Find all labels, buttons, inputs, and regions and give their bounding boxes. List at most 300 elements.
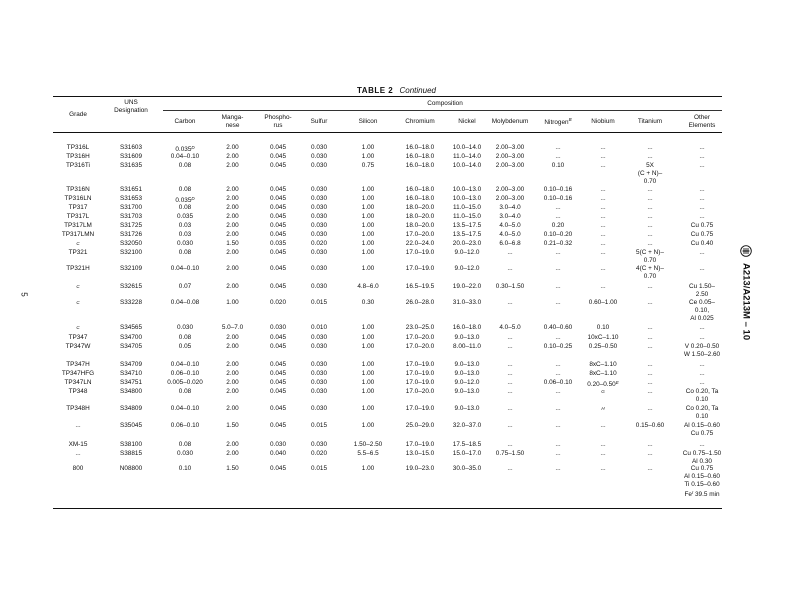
cell-uns: S31635 [119,162,143,169]
cell-titanium: ... [647,405,653,412]
cell-grade: TP321 [68,249,88,256]
cell-sulfur: 0.030 [311,213,327,220]
cell-phosphorus: 0.045 [270,204,286,211]
header-carbon: Carbon [174,118,196,125]
table-row [0,324,793,333]
cell-chromium: 18.0–20.0 [405,213,435,220]
cell-chromium: 16.0–18.0 [405,162,435,169]
table-row [0,204,793,213]
cell-nitrogen: 0.21–0.32 [543,240,573,247]
cell-niobium: ... [600,450,606,457]
cell-carbon: 0.08 [178,249,192,256]
cell-nitrogen: ... [555,249,561,256]
cell-niobium: H [601,406,605,411]
cell-sulfur: 0.030 [311,370,327,377]
cell-chromium: 22.0–24.0 [405,240,435,247]
cell-phosphorus: 0.045 [270,283,286,290]
cell-chromium: 16.0–18.0 [405,153,435,160]
cell-grade: XM-15 [68,441,88,448]
cell-sulfur: 0.020 [311,240,327,247]
cell-silicon: 0.75 [361,162,375,169]
cell-nitrogen: ... [555,144,561,151]
cell-molybdenum: ... [507,370,513,377]
cell-carbon: 0.08 [178,441,192,448]
cell-molybdenum: 3.0–4.0 [499,213,521,220]
cell-carbon: 0.10 [178,465,192,472]
cell-phosphorus: 0.045 [270,153,286,160]
cell-silicon: 1.00 [361,153,375,160]
table-row [0,213,793,222]
cell-titanium: 4(C + N)– 0.70 [636,265,664,280]
cell-phosphorus: 0.045 [270,213,286,220]
table-row [0,465,793,498]
cell-molybdenum: ... [507,405,513,412]
cell-silicon: 1.00 [361,186,375,193]
cell-chromium: 26.0–28.0 [405,299,435,306]
table-row [0,231,793,240]
cell-niobium: 10xC–1.10 [587,334,619,341]
cell-carbon: 0.06–0.10 [170,370,200,377]
cell-carbon: 0.04–0.08 [170,299,200,306]
cell-niobium: ... [600,283,606,290]
cell-nickel: 10.0–13.0 [452,195,482,202]
cell-sulfur: 0.030 [311,144,327,151]
cell-niobium: ... [600,422,606,429]
cell-niobium: ... [600,186,606,193]
table-row [0,195,793,204]
cell-titanium: ... [647,379,653,386]
cell-manganese: 1.50 [226,465,239,472]
cell-other-elements: ... [699,361,705,368]
cell-carbon: 0.03 [178,231,192,238]
cell-manganese: 2.00 [226,283,239,290]
cell-sulfur: 0.030 [311,153,327,160]
cell-niobium: ... [600,265,606,272]
cell-grade: TP348 [68,388,88,395]
cell-nitrogen: ... [555,422,561,429]
cell-niobium: ... [600,222,606,229]
cell-titanium: ... [647,186,653,193]
cell-uns: S31700 [119,204,143,211]
cell-phosphorus: 0.035 [270,240,286,247]
cell-carbon: 0.05 [178,343,192,350]
table-row [0,343,793,358]
table-title [0,86,793,95]
cell-nitrogen: ... [555,153,561,160]
cell-phosphorus: 0.045 [270,334,286,341]
cell-uns: S31703 [119,213,143,220]
cell-molybdenum: 4.0–5.0 [499,324,521,331]
header-niobium: Niobium [591,118,615,125]
cell-phosphorus: 0.020 [270,299,286,306]
cell-chromium: 23.0–25.0 [405,324,435,331]
table-row [0,405,793,420]
cell-titanium: ... [647,144,653,151]
cell-manganese: 5.0–7.0 [221,324,244,331]
cell-nickel: 9.0–12.0 [454,249,480,256]
cell-molybdenum: ... [507,265,513,272]
cell-niobium: 0.10 [596,324,610,331]
table-row [0,249,793,264]
cell-niobium: G [601,389,605,394]
cell-nickel: 17.5–18.5 [452,441,482,448]
cell-nickel: 10.0–14.0 [452,162,482,169]
cell-other-elements: Ce 0.05– 0.10, Al 0.025 [689,299,715,322]
cell-manganese: 2.00 [226,450,239,457]
table-row [0,299,793,322]
cell-nitrogen: ... [555,405,561,412]
cell-carbon: 0.08 [178,388,192,395]
cell-grade: TP316LN [64,195,92,202]
header-grade: Grade [69,111,87,118]
cell-titanium: ... [647,334,653,341]
cell-nickel: 11.0–15.0 [453,204,481,211]
cell-silicon: 1.00 [361,204,375,211]
cell-carbon: 0.005–0.020 [167,379,203,386]
standard-designation: A213/A213M – 10 [740,245,752,340]
cell-nickel: 10.0–14.0 [452,144,482,151]
cell-phosphorus: 0.045 [270,361,286,368]
cell-titanium: ... [647,204,653,211]
cell-carbon: 0.08 [178,204,192,211]
cell-silicon: 1.00 [361,144,375,151]
cell-niobium: ... [600,249,606,256]
cell-manganese: 2.00 [226,379,239,386]
cell-manganese: 1.50 [226,240,239,247]
cell-chromium: 16.0–18.0 [405,144,435,151]
cell-manganese: 2.00 [226,231,239,238]
cell-molybdenum: ... [507,299,513,306]
cell-titanium: ... [647,361,653,368]
table-row [0,162,793,185]
table-row [0,144,793,153]
cell-nickel: 31.0–33.0 [452,299,482,306]
cell-molybdenum: 4.0–5.0 [499,222,521,229]
cell-other-elements: ... [699,162,705,169]
cell-sulfur: 0.010 [311,324,327,331]
cell-silicon: 1.00 [361,324,375,331]
cell-nickel: 9.0–13.0 [454,388,480,395]
cell-titanium: ... [647,441,653,448]
cell-uns: S31651 [119,186,143,193]
cell-chromium: 17.0–19.0 [405,405,435,412]
cell-nitrogen: ... [555,265,561,272]
cell-niobium: ... [600,441,606,448]
cell-silicon: 1.00 [361,405,375,412]
cell-other-elements: ... [699,370,705,377]
cell-sulfur: 0.030 [311,441,327,448]
cell-nitrogen: 0.10–0.16 [543,186,573,193]
cell-other-elements: ... [699,265,705,272]
cell-uns: S31725 [119,222,143,229]
cell-grade: TP316H [66,153,90,160]
astm-logo-icon [740,245,752,257]
cell-nitrogen: ... [555,283,561,290]
cell-uns: S32100 [119,249,143,256]
cell-other-elements: ... [699,379,705,386]
table-label: TABLE 2 [357,86,394,95]
cell-sulfur: 0.030 [311,388,327,395]
cell-nitrogen: 0.20 [551,222,565,229]
cell-manganese: 2.00 [226,186,239,193]
cell-uns: S32615 [119,283,143,290]
cell-carbon: 0.08 [178,186,192,193]
cell-silicon: 1.00 [361,361,375,368]
cell-silicon: 1.00 [361,388,375,395]
cell-molybdenum: ... [507,334,513,341]
cell-grade: TP347LN [64,379,92,386]
cell-silicon: 1.00 [361,249,375,256]
cell-titanium: ... [647,370,653,377]
cell-nitrogen: 0.06–0.10 [543,379,573,386]
cell-grade: C [76,241,80,246]
cell-other-elements: Cu 0.40 [690,240,714,247]
header-other-elements: Other Elements [688,114,716,129]
cell-sulfur: 0.030 [311,231,327,238]
cell-uns: S38100 [119,441,143,448]
table-row [0,379,793,388]
cell-nitrogen: 0.40–0.60 [543,324,573,331]
header-molybdenum: Molybdenum [491,118,529,125]
cell-niobium: ... [600,153,606,160]
cell-titanium: ... [647,231,653,238]
table-row [0,370,793,379]
cell-carbon: 0.035 [177,213,193,220]
cell-niobium: $0.20-0.50^E$ [587,380,619,388]
cell-nitrogen: 0.10–0.20 [543,231,573,238]
cell-uns: S31726 [119,231,143,238]
cell-phosphorus: 0.045 [270,370,286,377]
cell-carbon: 0.04–0.10 [170,153,200,160]
cell-silicon: 0.30 [361,299,375,306]
table-row [0,283,793,298]
cell-manganese: 2.00 [226,388,239,395]
cell-manganese: 2.00 [226,195,239,202]
header-silicon: Silicon [358,118,378,125]
cell-sulfur: 0.030 [311,162,327,169]
table-row [0,265,793,280]
cell-molybdenum: ... [507,249,513,256]
cell-phosphorus: 0.045 [270,222,286,229]
cell-nickel: 32.0–37.0 [452,422,482,429]
cell-uns: S38815 [119,450,143,457]
cell-silicon: 1.00 [361,334,375,341]
cell-grade: ... [75,450,81,457]
cell-other-elements: Cu 0.75–1.50 Al 0.30 [682,450,722,465]
header-rule [53,132,722,133]
cell-chromium: 13.0–15.0 [405,450,435,457]
cell-phosphorus: 0.045 [270,249,286,256]
cell-manganese: 2.00 [226,361,239,368]
cell-nickel: 9.0–12.0 [454,265,480,272]
cell-silicon: 1.00 [361,370,375,377]
header-sulfur: Sulfur [310,118,328,125]
cell-grade: TP321H [66,265,90,272]
cell-phosphorus: 0.045 [270,388,286,395]
cell-carbon: 0.04–0.10 [170,361,200,368]
cell-silicon: 4.8–6.0 [357,283,379,290]
cell-phosphorus: 0.045 [270,379,286,386]
cell-uns: N08800 [119,465,143,472]
cell-titanium: ... [647,153,653,160]
cell-molybdenum: 0.30–1.50 [495,283,525,290]
cell-grade: TP348H [66,405,90,412]
cell-nickel: 10.0–13.0 [452,186,482,193]
cell-silicon: 1.00 [361,213,375,220]
cell-sulfur: 0.030 [311,265,327,272]
cell-uns: S34809 [119,405,143,412]
cell-carbon: 0.07 [178,283,192,290]
cell-grade: TP316L [66,144,90,151]
cell-silicon: 1.00 [361,379,375,386]
cell-manganese: 2.00 [226,222,239,229]
cell-grade: TP347 [68,334,88,341]
cell-molybdenum: ... [507,441,513,448]
cell-molybdenum: ... [507,422,513,429]
cell-phosphorus: 0.045 [270,186,286,193]
cell-other-elements: ... [699,213,705,220]
cell-carbon: $0.035^D$ [175,196,195,204]
cell-titanium: ... [647,283,653,290]
cell-silicon: 1.00 [361,231,375,238]
cell-molybdenum: ... [507,379,513,386]
cell-grade: 800 [72,465,84,472]
cell-grade: C [76,325,80,330]
cell-silicon: 1.00 [361,240,375,247]
cell-chromium: 17.0–19.0 [405,370,435,377]
cell-uns: S33228 [119,299,143,306]
cell-manganese: 2.00 [226,370,239,377]
cell-nickel: 13.5–17.5 [452,222,482,229]
cell-silicon: 1.00 [361,422,375,429]
cell-phosphorus: 0.045 [270,465,286,472]
cell-manganese: 2.00 [226,213,239,220]
cell-uns: S34800 [119,388,143,395]
cell-sulfur: 0.020 [311,450,327,457]
cell-carbon: 0.08 [178,334,192,341]
cell-molybdenum: 2.00–3.00 [495,186,525,193]
cell-manganese: 1.50 [226,422,239,429]
cell-grade: TP317L [66,213,90,220]
cell-titanium: ... [647,343,653,350]
cell-nickel: 13.5–17.5 [452,231,482,238]
cell-phosphorus: 0.045 [270,144,286,151]
cell-niobium: 0.25–0.50 [588,343,618,350]
header-nitrogen: Nitrogen$^B$ [544,117,572,127]
cell-chromium: 17.0–20.0 [405,343,435,350]
cell-titanium: ... [647,195,653,202]
cell-grade: TP317LM [64,222,92,229]
cell-uns: S34565 [119,324,143,331]
cell-molybdenum: 0.75–1.50 [495,450,525,457]
cell-molybdenum: ... [507,465,513,472]
cell-nitrogen: ... [555,441,561,448]
cell-chromium: 18.0–20.0 [405,204,435,211]
cell-sulfur: 0.030 [311,283,327,290]
cell-grade: C [76,284,80,289]
cell-niobium: ... [600,240,606,247]
cell-other-elements: ... [699,441,705,448]
cell-other-elements: Al 0.15–0.60 Cu 0.75 [684,422,720,437]
table-row [0,222,793,231]
cell-other-elements: Cu 0.75 [690,231,714,238]
table-row [0,153,793,162]
cell-phosphorus: 0.045 [270,265,286,272]
cell-nickel: 8.00–11.0 [453,343,481,350]
cell-molybdenum: ... [507,343,513,350]
cell-manganese: 2.00 [226,162,239,169]
table-row [0,388,793,403]
bottom-rule [53,508,722,509]
cell-other-elements: Cu 0.75 [690,222,714,229]
header-chromium: Chromium [405,118,435,125]
cell-silicon: 5.5–6.5 [357,450,379,457]
cell-chromium: 17.0–20.0 [405,388,435,395]
cell-niobium: 8xC–1.10 [589,370,617,377]
cell-sulfur: 0.030 [311,195,327,202]
cell-molybdenum: ... [507,388,513,395]
header-nickel: Nickel [458,118,476,125]
cell-grade: TP347H [66,361,90,368]
cell-chromium: 17.0–19.0 [405,379,435,386]
cell-molybdenum: 6.0–6.8 [499,240,521,247]
cell-manganese: 2.00 [226,441,239,448]
cell-uns: S34710 [119,370,143,377]
cell-nickel: 11.0–15.0 [453,213,481,220]
cell-uns: S34751 [119,379,143,386]
cell-nitrogen: ... [555,450,561,457]
cell-uns: S35045 [119,422,143,429]
cell-uns: S34709 [119,361,143,368]
cell-molybdenum: 2.00–3.00 [495,144,525,151]
cell-sulfur: 0.030 [311,405,327,412]
cell-other-elements: ... [699,186,705,193]
cell-carbon: 0.04–0.10 [170,405,200,412]
cell-phosphorus: 0.045 [270,422,286,429]
cell-titanium: ... [647,388,653,395]
cell-chromium: 17.0–20.0 [405,334,435,341]
cell-nitrogen: 0.10–0.25 [543,343,573,350]
header-uns: UNS Designation [114,99,148,114]
cell-sulfur: 0.030 [311,222,327,229]
table-continued: Continued [399,86,436,95]
cell-nitrogen: ... [555,334,561,341]
cell-nickel: 11.0–14.0 [453,153,481,160]
cell-manganese: 2.00 [226,204,239,211]
cell-titanium: 0.15–0.60 [635,422,665,429]
cell-nickel: 19.0–22.0 [452,283,482,290]
cell-other-elements: V 0.20–0.50 W 1.50–2.60 [683,343,721,358]
cell-chromium: 19.0–23.0 [405,465,435,472]
cell-silicon: 1.00 [361,343,375,350]
cell-sulfur: 0.015 [311,299,327,306]
table-row [0,186,793,195]
cell-titanium: ... [647,299,653,306]
cell-nitrogen: ... [555,213,561,220]
cell-chromium: 17.0–20.0 [405,231,435,238]
cell-other-elements: ... [699,334,705,341]
cell-carbon: 0.030 [177,450,193,457]
cell-sulfur: 0.030 [311,186,327,193]
cell-grade: TP347HFG [61,370,95,377]
cell-sulfur: 0.030 [311,334,327,341]
cell-molybdenum: 2.00–3.00 [495,195,525,202]
cell-niobium: ... [600,144,606,151]
cell-grade: C [76,300,80,305]
cell-chromium: 17.0–19.0 [405,361,435,368]
cell-manganese: 2.00 [226,405,239,412]
cell-other-elements: Co 0.20, Ta 0.10 [685,405,719,420]
